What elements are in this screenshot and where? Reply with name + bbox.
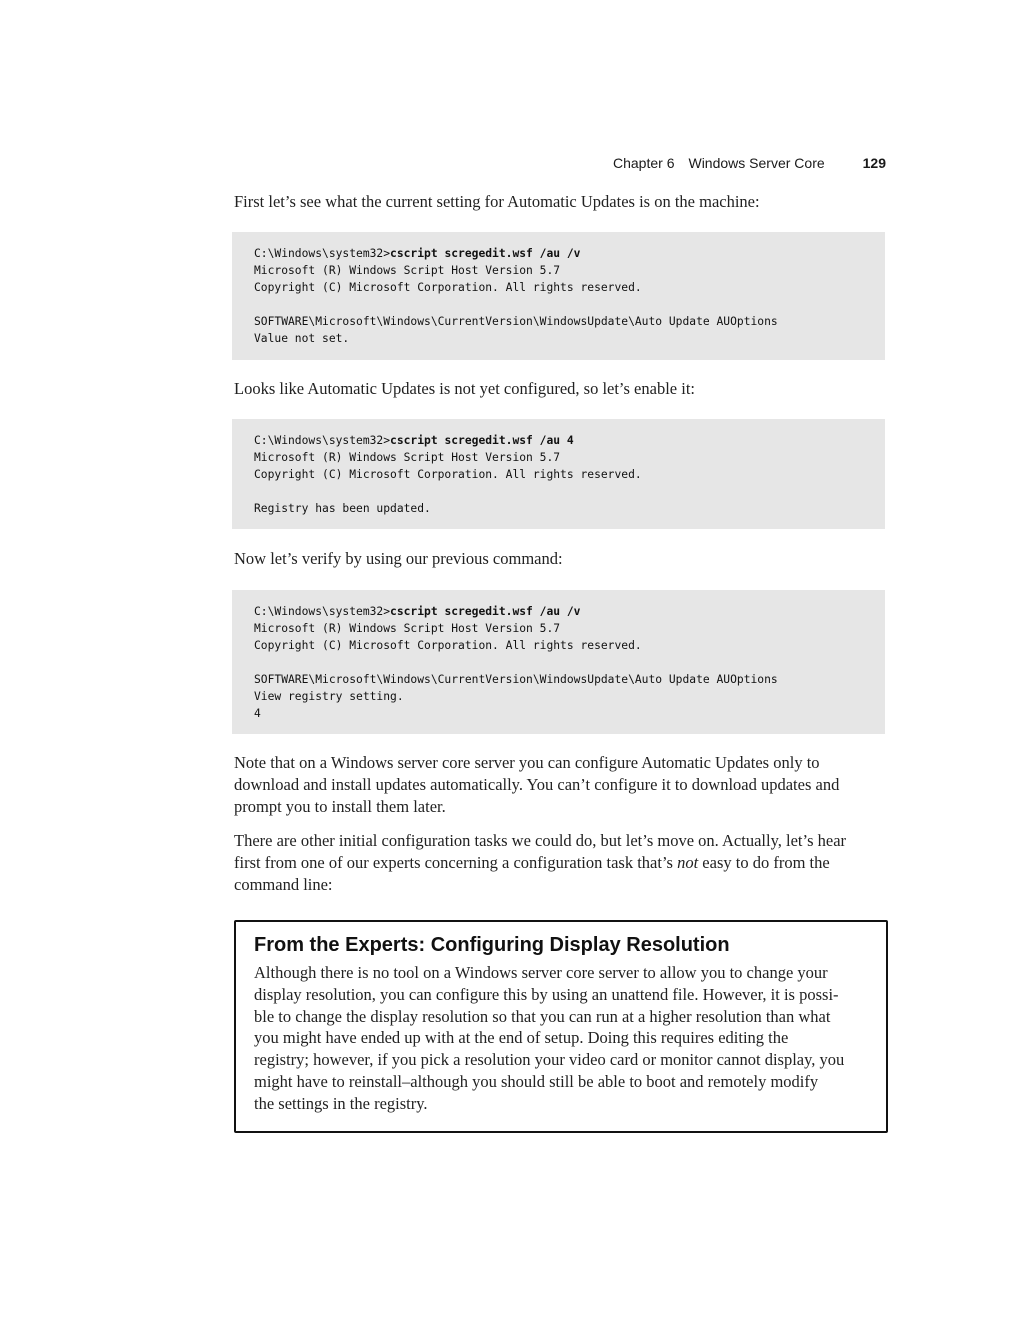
text-line: might have to reinstall–although you should still be able to boot and remotely modify <box>254 1071 819 1091</box>
code-line: 4 <box>254 707 261 720</box>
chapter-label: Chapter 6 <box>613 155 675 171</box>
running-header <box>560 155 886 171</box>
command-prompt: C:\Windows\system32> <box>254 605 391 618</box>
text-line: There are other initial configuration tasks we could do, but let’s move on. Actually, let’s hear <box>234 831 847 850</box>
code-line: Microsoft (R) Windows Script Host Version 5.7 <box>254 264 561 277</box>
code-line <box>254 245 885 262</box>
code-line: SOFTWARE\Microsoft\Windows\CurrentVersion\WindowsUpdate\Auto Update AUOptions <box>254 673 778 686</box>
command-text: cscript scregedit.wsf /au 4 <box>390 434 574 447</box>
paragraph-1 <box>234 191 894 213</box>
code-line: Value not set. <box>254 332 350 345</box>
text-line: Now let’s verify by using our previous command: <box>234 549 563 568</box>
page-number: 129 <box>862 155 886 171</box>
code-line: Registry has been updated. <box>254 502 431 515</box>
text-line: prompt you to install them later. <box>234 797 446 816</box>
text-line: First let’s see what the current setting for Automatic Updates is on the machine: <box>234 192 760 211</box>
code-line: Copyright (C) Microsoft Corporation. All rights reserved. <box>254 468 642 481</box>
command-prompt: C:\Windows\system32> <box>254 434 391 447</box>
chapter-title: Windows Server Core <box>688 155 825 171</box>
text-line: registry; however, if you pick a resolution your video card or monitor cannot display, you <box>254 1050 845 1070</box>
code-line: Microsoft (R) Windows Script Host Version 5.7 <box>254 622 561 635</box>
text-line <box>234 852 894 874</box>
text-line: Looks like Automatic Updates is not yet configured, so let’s enable it: <box>234 379 695 398</box>
code-block-1 <box>232 232 885 360</box>
text-line: Although there is no tool on a Windows server core server to allow you to change your <box>254 963 828 982</box>
paragraph-4 <box>234 752 894 818</box>
paragraph-2 <box>234 378 894 400</box>
command-text: cscript scregedit.wsf /au /v <box>390 247 581 260</box>
text-span: first from one of our experts concerning a configuration task that’s <box>234 853 678 872</box>
code-line <box>254 296 885 313</box>
text-line: ble to change the display resolution so that you can run at a higher resolution than what <box>254 1006 831 1026</box>
sidebar-body <box>254 962 886 1115</box>
code-line: Copyright (C) Microsoft Corporation. All rights reserved. <box>254 281 642 294</box>
text-line: command line: <box>234 875 333 894</box>
code-line: Copyright (C) Microsoft Corporation. All rights reserved. <box>254 639 642 652</box>
command-prompt: C:\Windows\system32> <box>254 247 391 260</box>
text-line: display resolution, you can configure this by using an unattend file. However, it is possi- <box>254 984 839 1004</box>
code-line <box>254 483 885 500</box>
code-line: SOFTWARE\Microsoft\Windows\CurrentVersion\WindowsUpdate\Auto Update AUOptions <box>254 315 778 328</box>
paragraph-3 <box>234 548 894 570</box>
text-line: Note that on a Windows server core server you can configure Automatic Updates only to <box>234 753 820 772</box>
experts-sidebar <box>234 920 888 1133</box>
code-line <box>254 654 885 671</box>
code-line <box>254 432 885 449</box>
paragraph-5 <box>234 830 894 896</box>
code-block-3 <box>232 590 885 734</box>
text-span: easy to do from the <box>698 853 830 872</box>
sidebar-title: From the Experts: Configuring Display Resolution <box>254 934 730 956</box>
text-line: download and install updates automatically. You can’t configure it to download updates and <box>234 775 840 794</box>
emphasis: not <box>677 853 699 872</box>
code-line: Microsoft (R) Windows Script Host Version 5.7 <box>254 451 561 464</box>
code-line <box>254 603 885 620</box>
text-line: the settings in the registry. <box>254 1093 428 1113</box>
code-block-2 <box>232 419 885 529</box>
text-line: you might have ended up with at the end of setup. Doing this requires editing the <box>254 1028 789 1048</box>
command-text: cscript scregedit.wsf /au /v <box>390 605 581 618</box>
code-line: View registry setting. <box>254 690 404 703</box>
